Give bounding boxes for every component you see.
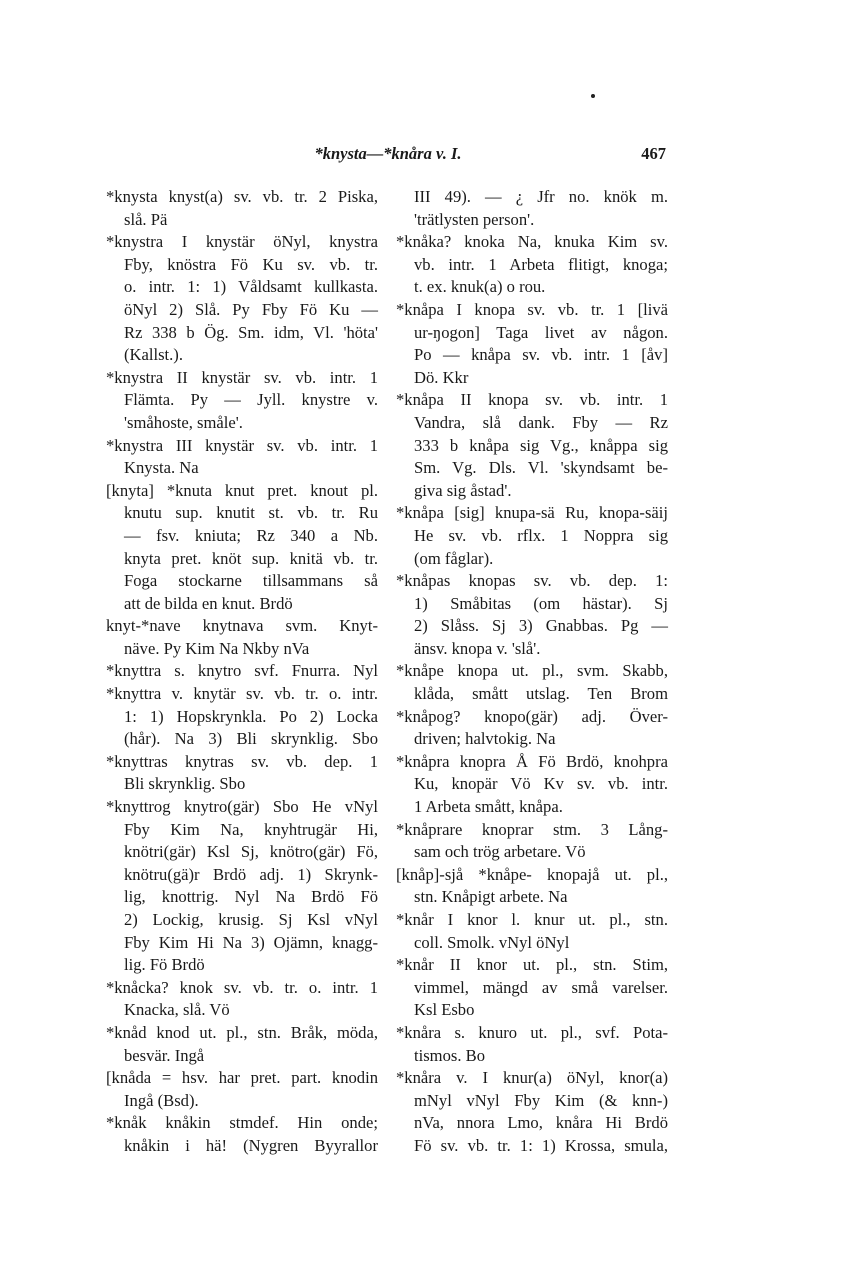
text-line: nVa, nnora Lmo, knåra Hi Brdö [414,1113,668,1133]
text-line: *knåpa II knopa sv. vb. intr. 1 [396,390,668,410]
text-line: knåkin i hä! (Nygren Byyrallor [124,1135,378,1155]
text-line: t. ex. knuk(a) o rou. [414,277,546,297]
text-line: *knyttrog knytro(gär) Sbo He vNyl [106,797,378,817]
text-line: Rz 338 b Ög. Sm. idm, Vl. 'höta' [124,322,378,342]
text-line: *knyttra s. knytro svf. Fnurra. Nyl [106,661,378,681]
text-line: öNyl 2) Slå. Py Fby Fö Ku — [124,299,378,319]
text-line: (hår). Na 3) Bli skrynklig. Sbo [124,729,378,749]
text-line: Ksl Esbo [414,1000,475,1020]
text-line: 1) Småbitas (om hästar). Sj [414,593,668,613]
text-line: *knåk knåkin stmdef. Hin onde; [106,1113,378,1133]
text-line: Dö. Kkr [414,367,469,387]
text-line: knyt-*nave knytnava svm. Knyt- [106,616,378,636]
text-line: knötri(gär) Ksl Sj, knötro(gär) Fö, [124,842,378,862]
text-line: änsv. knopa v. 'slå'. [414,638,541,658]
text-line: *knåpra knopra Å Fö Brdö, knohpra [396,751,668,771]
text-line: driven; halvtokig. Na [414,729,556,749]
text-line: *knåpe knopa ut. pl., svm. Skabb, [396,661,668,681]
text-line: giva sig åstad'. [414,480,512,500]
text-line: 1 Arbeta smått, knåpa. [414,797,563,817]
text-line: stn. Knåpigt arbete. Na [414,887,568,907]
text-line: sam och trög arbetare. Vö [414,842,586,862]
text-line: Ingå (Bsd). [124,1090,199,1110]
text-line: (om fåglar). [414,548,494,568]
text-line: 333 b knåpa sig Vg., knåppa sig [414,435,668,455]
text-line: III 49). — ¿ Jfr no. knök m. [414,187,668,206]
text-line: 1: 1) Hopskrynkla. Po 2) Locka [124,706,378,726]
text-line: Fby Kim Na, knyhtrugär Hi, [124,819,378,839]
ink-dot [591,94,595,98]
text-line: [knåda = hsv. har pret. part. knodin [106,1068,378,1088]
text-line: vb. intr. 1 Arbeta flitigt, knoga; [414,254,668,274]
text-line: knötru(gä)r Brdö adj. 1) Skrynk- [124,864,378,884]
text-line: Fby Kim Hi Na 3) Ojämn, knagg- [124,932,378,952]
right-column [396,186,668,1158]
text-line: Foga stockarne tillsammans så [124,571,378,591]
text-line: [knyta] *knuta knut pret. knout pl. [106,480,378,500]
text-line: Vandra, slå dank. Fby — Rz [414,412,668,432]
text-line: knutu sup. knutit st. vb. tr. Ru [124,503,378,523]
text-line: o. intr. 1: 1) Våldsamt kullkasta. [124,277,378,297]
text-line: Po — knåpa sv. vb. intr. 1 [åv] [414,345,668,365]
text-line: *knåpog? knopo(gär) adj. Över- [396,706,668,726]
text-line: *knåd knod ut. pl., stn. Bråk, möda, [106,1022,378,1042]
text-line: *knåra s. knuro ut. pl., svf. Pota- [396,1022,668,1042]
text-line: klåda, smått utslag. Ten Brom [414,684,668,704]
text-line: He sv. vb. rflx. 1 Noppra sig [414,525,668,545]
text-line: besvär. Ingå [124,1045,205,1065]
text-line: *knåprare knoprar stm. 3 Lång- [396,819,668,839]
text-line: *knår II knor ut. pl., stn. Stim, [396,955,668,975]
text-line: *knår I knor l. knur ut. pl., stn. [396,910,668,929]
text-line: *knåpa I knopa sv. vb. tr. 1 [livä [396,299,668,319]
text-line: *knåcka? knok sv. vb. tr. o. intr. 1 [106,977,378,997]
text-line: vimmel, mängd av små varelser. [414,977,668,997]
text-line: slå. Pä [124,209,168,229]
text-line: *knåka? knoka Na, knuka Kim sv. [396,232,668,252]
text-line: *knyttras knytras sv. vb. dep. 1 [106,751,378,771]
text-line: *knystra I knystär öNyl, knystra [106,232,378,252]
text-line: 'småhoste, småle'. [124,412,243,432]
text-line: 'trätlysten person'. [414,209,535,229]
text-line: Fby, knöstra Fö Ku sv. vb. tr. [124,254,378,274]
text-line: *knystra II knystär sv. vb. intr. 1 [106,367,378,387]
text-line: *knåra v. I knur(a) öNyl, knor(a) [396,1068,668,1088]
text-line: [knåp]-sjå *knåpe- knopajå ut. pl., [396,864,668,884]
text-line: *knystra III knystär sv. vb. intr. 1 [106,435,378,455]
text-line: *knyttra v. knytär sv. vb. tr. o. intr. [106,684,378,704]
text-line: 2) Slåss. Sj 3) Gnabbas. Pg — [414,616,668,636]
text-line: 2) Lockig, krusig. Sj Ksl vNyl [124,910,378,929]
text-line: Fö sv. vb. tr. 1: 1) Krossa, smula, [414,1135,668,1155]
text-line: — fsv. kniuta; Rz 340 a Nb. [124,525,378,545]
text-line: Ku, knopär Vö Kv sv. vb. intr. [414,774,668,794]
text-line: *knysta knyst(a) sv. vb. tr. 2 Piska, [106,187,378,206]
text-line: lig, knottrig. Nyl Na Brdö Fö [124,887,378,907]
text-line: knyta pret. knöt sup. knitä vb. tr. [124,548,378,568]
text-line: Knysta. Na [124,458,199,478]
text-line: ur-ŋogon] Taga livet av någon. [414,322,668,342]
text-line: näve. Py Kim Na Nkby nVa [124,638,310,658]
text-line: Bli skrynklig. Sbo [124,774,246,794]
text-line: (Kallst.). [124,345,183,365]
text-line: coll. Smolk. vNyl öNyl [414,932,570,952]
text-line: Flämta. Py — Jyll. knystre v. [124,390,378,410]
left-column [106,186,378,1158]
text-line: *knåpas knopas sv. vb. dep. 1: [396,571,668,591]
text-line: Knacka, slå. Vö [124,1000,230,1020]
text-line: att de bilda en knut. Brdö [124,593,293,613]
text-line: *knåpa [sig] knupa-sä Ru, knopa-säij [396,503,668,523]
running-header [110,144,666,168]
text-line: tismos. Bo [414,1045,486,1065]
page-title: *knysta—*knåra v. I. [314,144,462,163]
text-line: lig. Fö Brdö [124,955,205,975]
text-line: mNyl vNyl Fby Kim (& knn-) [414,1090,668,1110]
page-number: 467 [641,144,666,163]
text-line: Sm. Vg. Dls. Vl. 'skyndsamt be- [414,458,668,478]
